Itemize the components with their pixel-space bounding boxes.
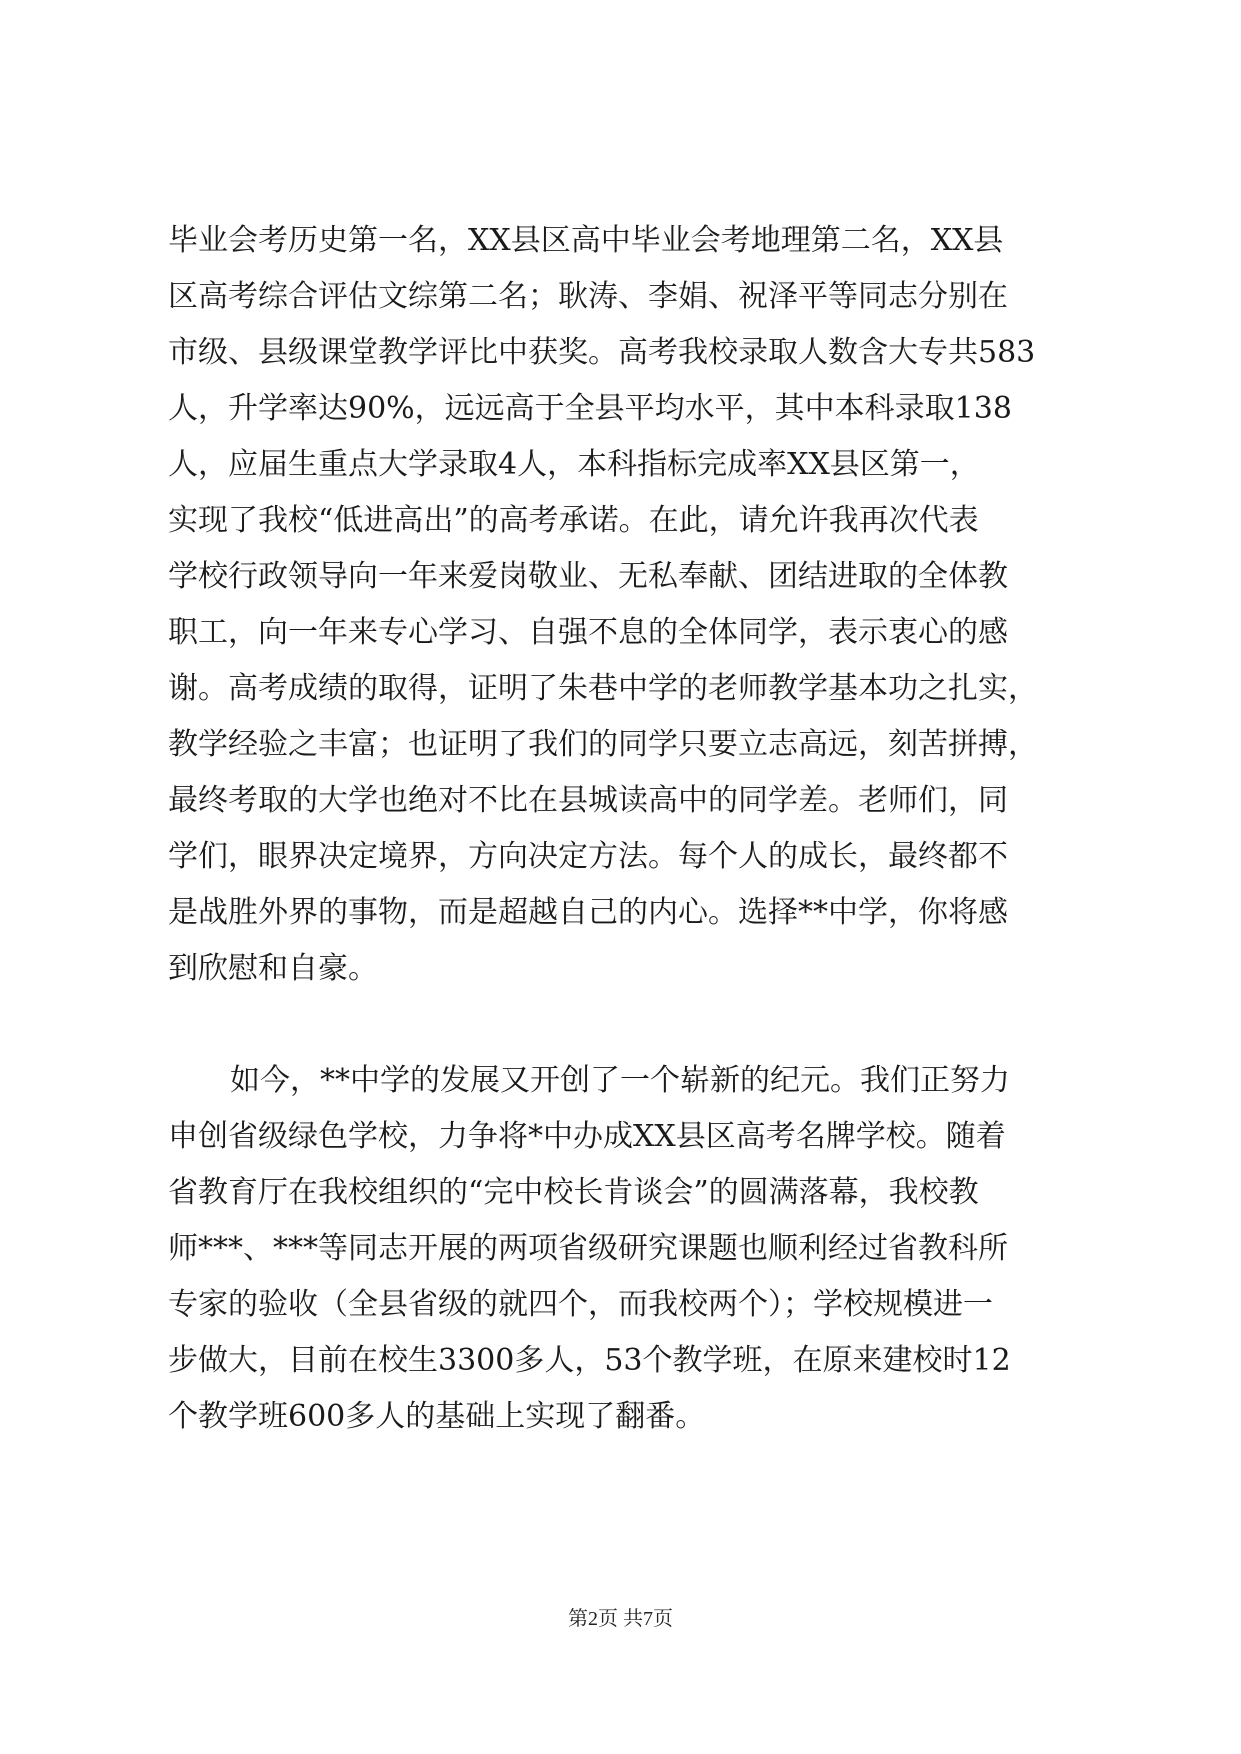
paragraph-line: 实现了我校“低进高出”的高考承诺。在此，请允许我再次代表 [168, 503, 979, 538]
paragraph-line: 学们，眼界决定境界，方向决定方法。每个人的成长，最终都不 [168, 839, 1008, 874]
paragraph-line: 谢。高考成绩的取得，证明了朱巷中学的老师教学基本功之扎实， [168, 671, 1038, 706]
paragraph-line: 人，应届生重点大学录取4人，本科指标完成率XX县区第一， [168, 447, 980, 482]
paragraph-line: 学校行政领导向一年来爱岗敬业、无私奉献、团结进取的全体教 [168, 559, 1008, 594]
paragraph-line: 教学经验之丰富；也证明了我们的同学只要立志高远，刻苦拼搏， [168, 727, 1038, 762]
paragraph-line: 步做大，目前在校生3300多人，53个教学班，在原来建校时12 [168, 1343, 1011, 1378]
paragraph-line: 区高考综合评估文综第二名；耿涛、李娟、祝泽平等同志分别在 [168, 279, 1008, 314]
paragraph-line: 省教育厅在我校组织的“完中校长肯谈会”的圆满落幕，我校教 [168, 1175, 979, 1210]
paragraph-line: 职工，向一年来专心学习、自强不息的全体同学，表示衷心的感 [168, 615, 1008, 650]
paragraph-first-line: 如今，**中学的发展又开创了一个崭新的纪元。我们正努力 [230, 1063, 1010, 1098]
paragraph-line: 最终考取的大学也绝对不比在县城读高中的同学差。老师们，同 [168, 783, 1008, 818]
paragraph-line: 市级、县级课堂教学评比中获奖。高考我校录取人数含大专共583 [168, 335, 1036, 370]
paragraph-line: 是战胜外界的事物，而是超越自己的内心。选择**中学，你将感 [168, 895, 1008, 930]
paragraph-line: 专家的验收（全县省级的就四个，而我校两个）；学校规模进一 [168, 1287, 993, 1322]
page-number-footer: 第2页 共7页 [568, 1608, 673, 1630]
paragraph-line: 个教学班600多人的基础上实现了翻番。 [168, 1399, 706, 1434]
paragraph-line: 师***、***等同志开展的两项省级研究课题也顺利经过省教科所 [168, 1231, 1008, 1266]
paragraph-line: 毕业会考历史第一名，XX县区高中毕业会考地理第二名，XX县 [168, 223, 1004, 258]
paragraph-line: 人，升学率达90%，远远高于全县平均水平，其中本科录取138 [168, 391, 1012, 426]
paragraph-line: 到欣慰和自豪。 [168, 951, 378, 986]
paragraph-line: 申创省级绿色学校，力争将*中办成XX县区高考名牌学校。随着 [168, 1119, 1006, 1154]
